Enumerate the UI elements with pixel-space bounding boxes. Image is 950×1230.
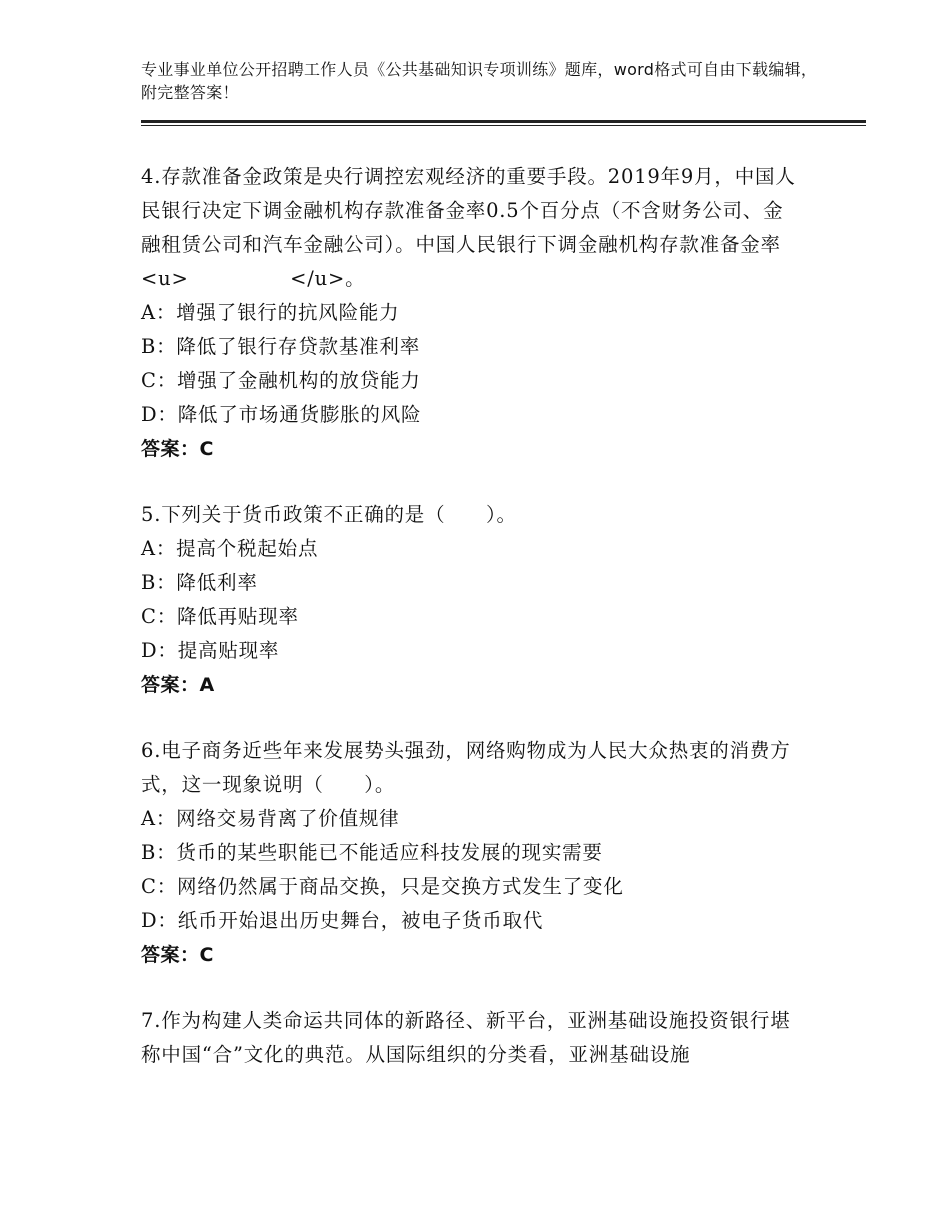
option-c: C：网络仍然属于商品交换，只是交换方式发生了变化: [141, 875, 624, 898]
option-d: D：提高贴现率: [141, 639, 280, 662]
option-c: C：增强了金融机构的放贷能力: [141, 369, 421, 392]
header-rule-thick: [141, 120, 866, 123]
answer: 答案：C: [141, 944, 214, 966]
question-stem: 7.作为构建人类命运共同体的新路径、新平台，亚洲基础设施投资银行堪称中国“合”文化的典范。从国际组织的分类看，亚洲基础设施: [141, 1009, 791, 1066]
question-list: [141, 160, 801, 1104]
answer: 答案：C: [141, 438, 214, 460]
question-stem: 5.下列关于货币政策不正确的是（ ）。: [141, 503, 517, 526]
option-d: D：降低了市场通货膨胀的风险: [141, 403, 422, 426]
option-b: B：降低了银行存贷款基准利率: [141, 335, 421, 358]
answer: 答案：A: [141, 674, 215, 696]
document-header: 专业事业单位公开招聘工作人员《公共基础知识专项训练》题库，word格式可自由下载编辑，附完整答案！: [141, 60, 818, 102]
option-d: D：纸币开始退出历史舞台，被电子货币取代: [141, 909, 544, 932]
option-a: A：提高个税起始点: [141, 537, 319, 560]
option-a: A：增强了银行的抗风险能力: [141, 301, 400, 324]
header-rule-thin: [141, 125, 866, 126]
option-c: C：降低再贴现率: [141, 605, 299, 628]
question-7: [141, 1004, 801, 1072]
question-5: [141, 498, 801, 702]
question-stem: 6.电子商务近些年来发展势头强劲，网络购物成为人民大众热衷的消费方式，这一现象说明（ ）。: [141, 739, 791, 796]
option-b: B：降低利率: [141, 571, 258, 594]
question-4: [141, 160, 801, 466]
question-stem: 4.存款准备金政策是央行调控宏观经济的重要手段。2019年9月，中国人民银行决定下调金融机构存款准备金率0.5个百分点（不含财务公司、金融租赁公司和汽车金融公司）。中国人民银行下调金融机构存款准备金率<u> </u>。: [141, 165, 796, 290]
question-6: [141, 734, 801, 972]
option-a: A：网络交易背离了价值规律: [141, 807, 400, 830]
option-b: B：货币的某些职能已不能适应科技发展的现实需要: [141, 841, 603, 864]
